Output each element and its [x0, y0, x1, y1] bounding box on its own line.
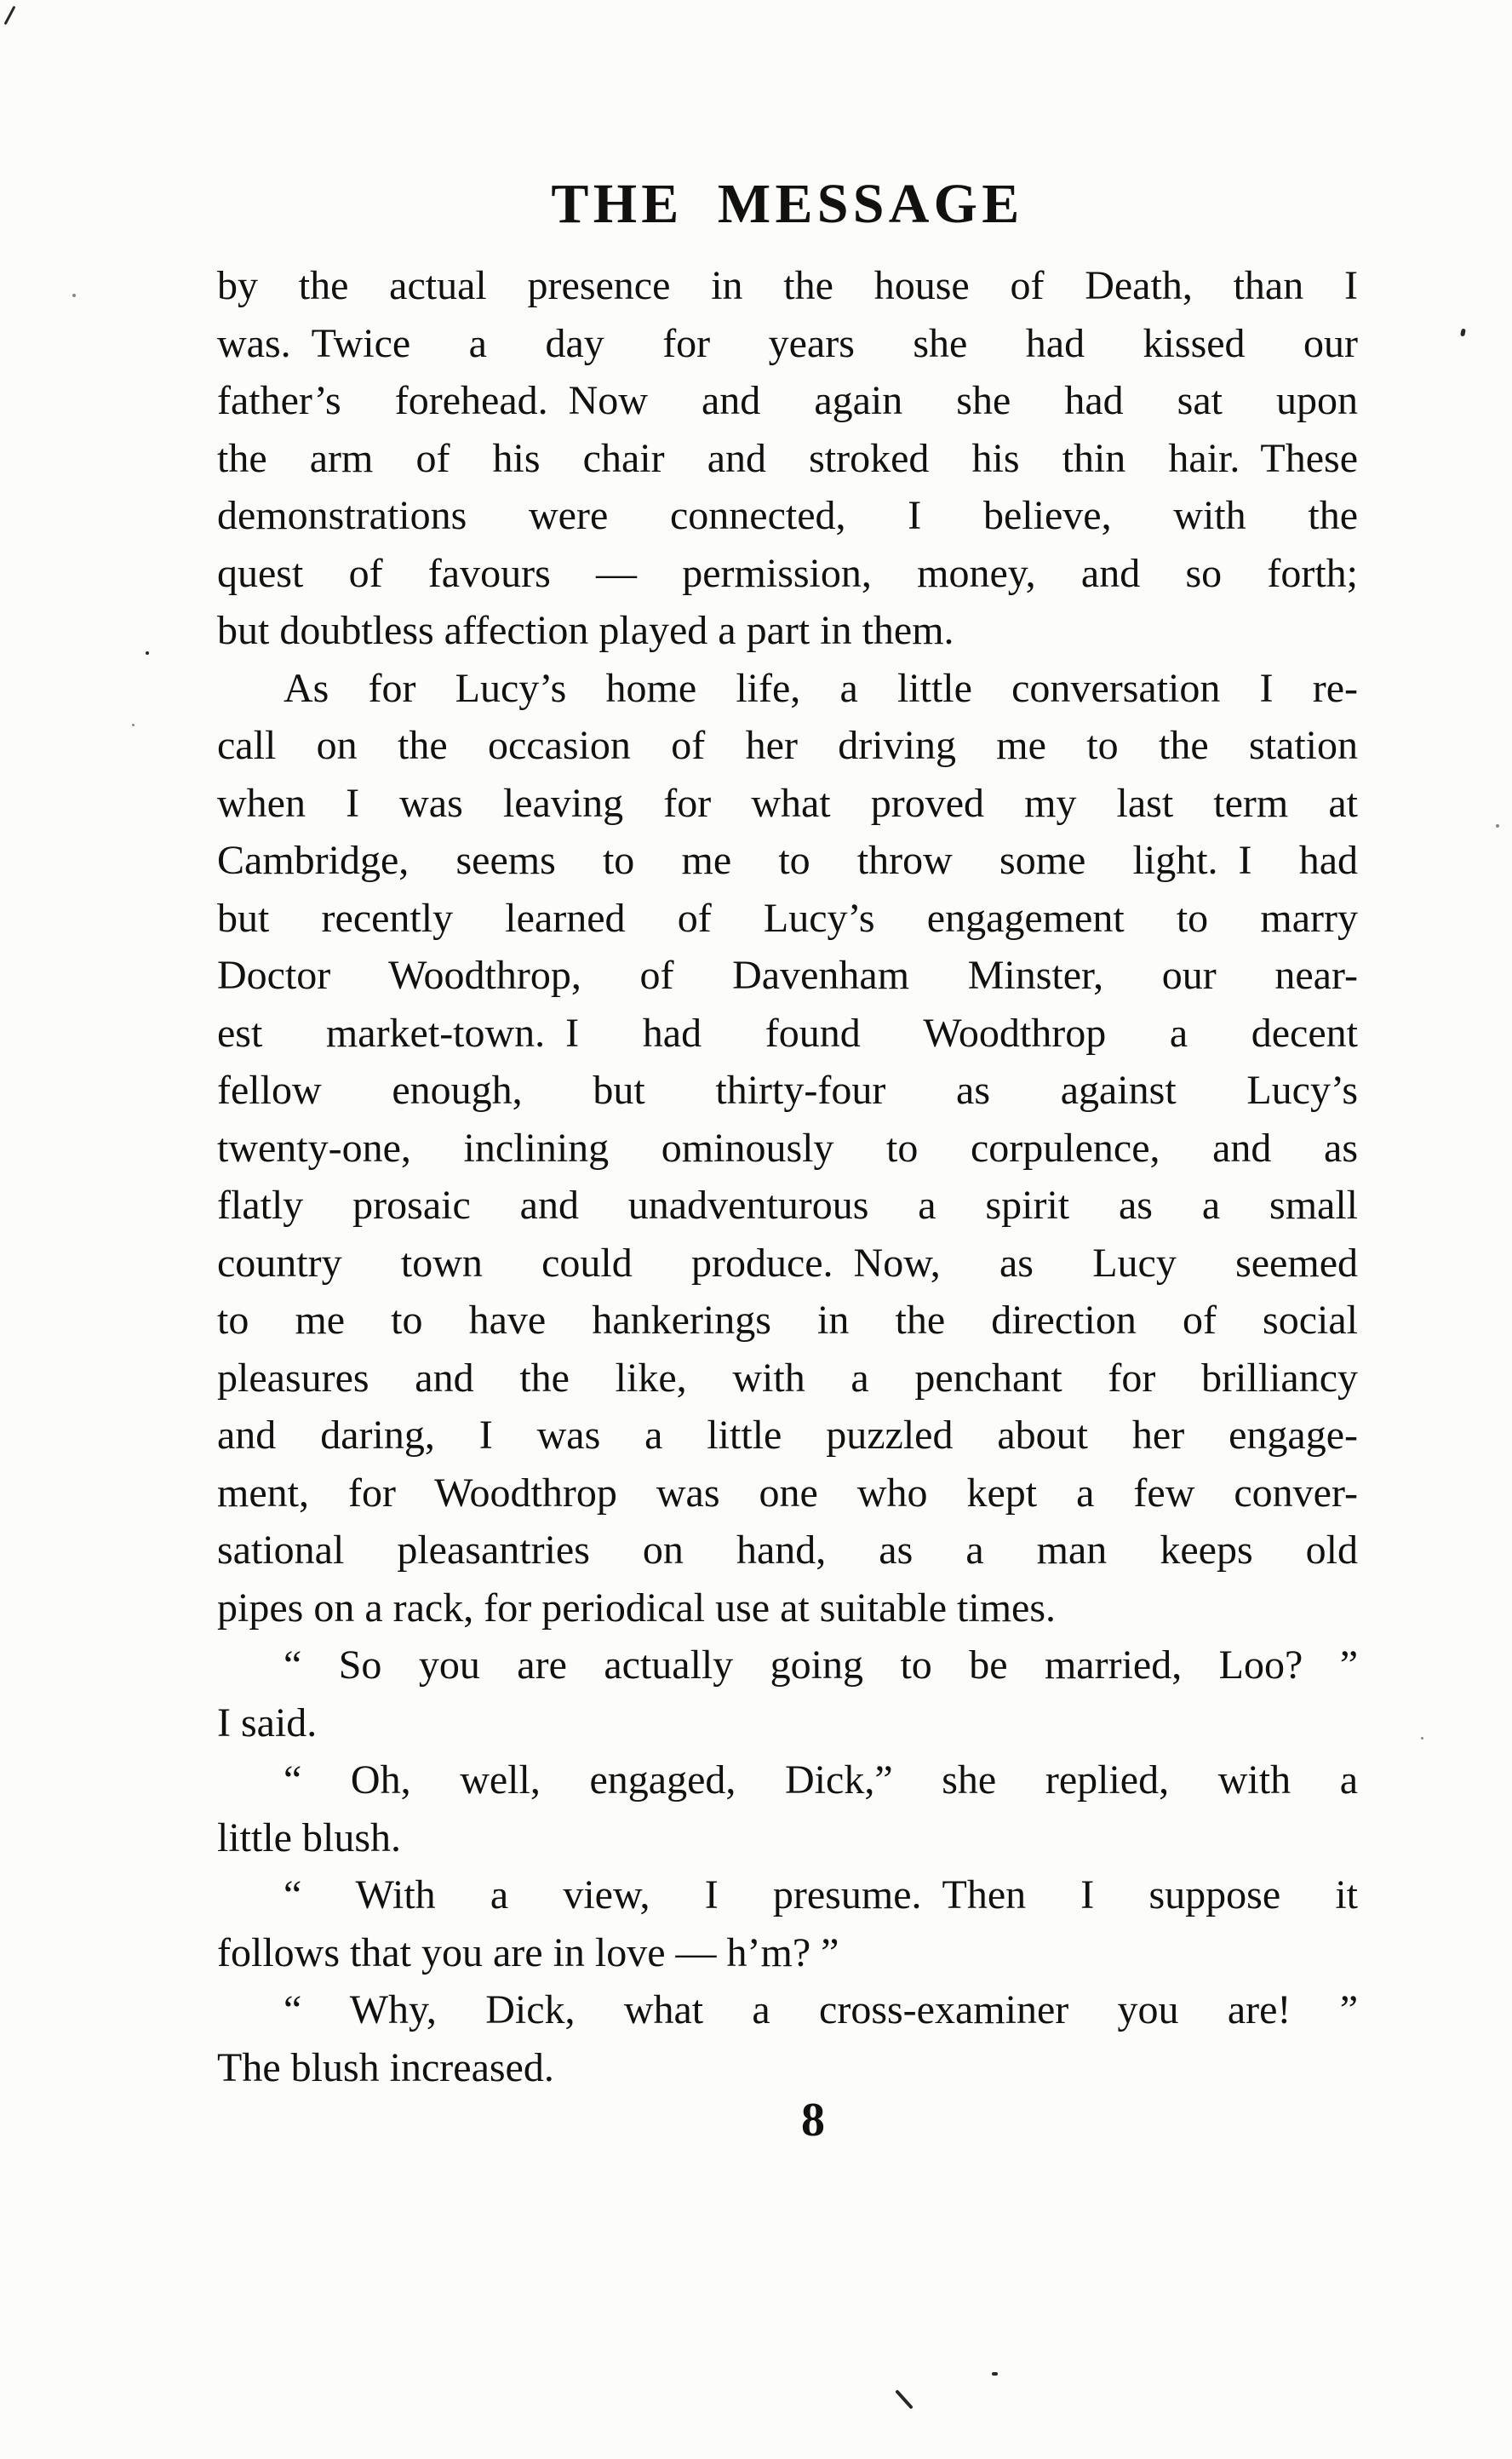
text-line: but doubtless affection played a part in them. — [217, 608, 954, 653]
text-line: pipes on a rack, for periodical use at suitable times. — [217, 1585, 1057, 1631]
text-line: when I was leaving for what proved my last term at — [217, 780, 1358, 826]
text-line: was. Twice a day for years she had kissed our — [217, 320, 1358, 366]
scan-artifact — [992, 2372, 998, 2376]
text-line: “ Why, Dick, what a cross-examiner you are! ” — [284, 1987, 1358, 2032]
text-line: The blush increased. — [217, 2044, 554, 2090]
text-line: demonstrations were connected, I believe, with the — [217, 493, 1358, 538]
text-line: pleasures and the like, with a penchant for brilliancy — [217, 1355, 1358, 1401]
scan-artifact — [72, 294, 76, 297]
text-line: little blush. — [217, 1814, 401, 1860]
text-line: the arm of his chair and stroked his thin hair. These — [217, 435, 1358, 481]
text-line: by the actual presence in the house of Death, than I — [217, 263, 1358, 308]
text-line: to me to have hankerings in the direction of social — [217, 1298, 1358, 1343]
text-line: I said. — [217, 1700, 318, 1745]
text-line: “ With a view, I presume. Then I suppose it — [284, 1872, 1358, 1917]
text-line: twenty-one, inclining ominously to corpulence, and as — [217, 1125, 1358, 1171]
text-line: ment, for Woodthrop was one who kept a few conver- — [217, 1470, 1358, 1516]
scan-artifact — [1421, 1737, 1423, 1740]
scan-artifact — [146, 651, 149, 655]
text-line: “ So you are actually going to be married, Loo? ” — [284, 1642, 1358, 1688]
page-title: THE MESSAGE — [551, 173, 1024, 235]
scan-artifact — [895, 2389, 914, 2409]
scan-artifact — [1460, 329, 1466, 337]
scan-artifact — [1496, 824, 1499, 828]
text-line: As for Lucy’s home life, a little conversation I re- — [284, 665, 1358, 711]
scan-artifact — [4, 6, 16, 26]
text-line: country town could produce. Now, as Lucy seemed — [217, 1240, 1358, 1286]
text-line: Doctor Woodthrop, of Davenham Minster, our near- — [217, 953, 1358, 998]
scan-artifact — [132, 724, 135, 726]
text-line: follows that you are in love — h’m? ” — [217, 1929, 839, 1975]
text-line: quest of favours — permission, money, and so forth; — [217, 550, 1358, 596]
text-line: est market-town. I had found Woodthrop a decent — [217, 1010, 1358, 1056]
text-line: fellow enough, but thirty-four as against Lucy’s — [217, 1068, 1358, 1113]
text-line: flatly prosaic and unadventurous a spirit as a small — [217, 1183, 1358, 1228]
text-line: call on the occasion of her driving me to the station — [217, 723, 1358, 768]
text-line: “ Oh, well, engaged, Dick,” she replied, with a — [284, 1757, 1358, 1803]
text-block — [217, 257, 1358, 2096]
text-line: sational pleasantries on hand, as a man keeps old — [217, 1528, 1358, 1573]
text-line: and daring, I was a little puzzled about her engage- — [217, 1413, 1358, 1458]
text-line: but recently learned of Lucy’s engagement to marry — [217, 895, 1358, 941]
text-line: father’s forehead. Now and again she had sat upon — [217, 378, 1358, 423]
text-line: Cambridge, seems to me to throw some light. I had — [217, 838, 1358, 883]
page-number: 8 — [801, 2094, 825, 2147]
